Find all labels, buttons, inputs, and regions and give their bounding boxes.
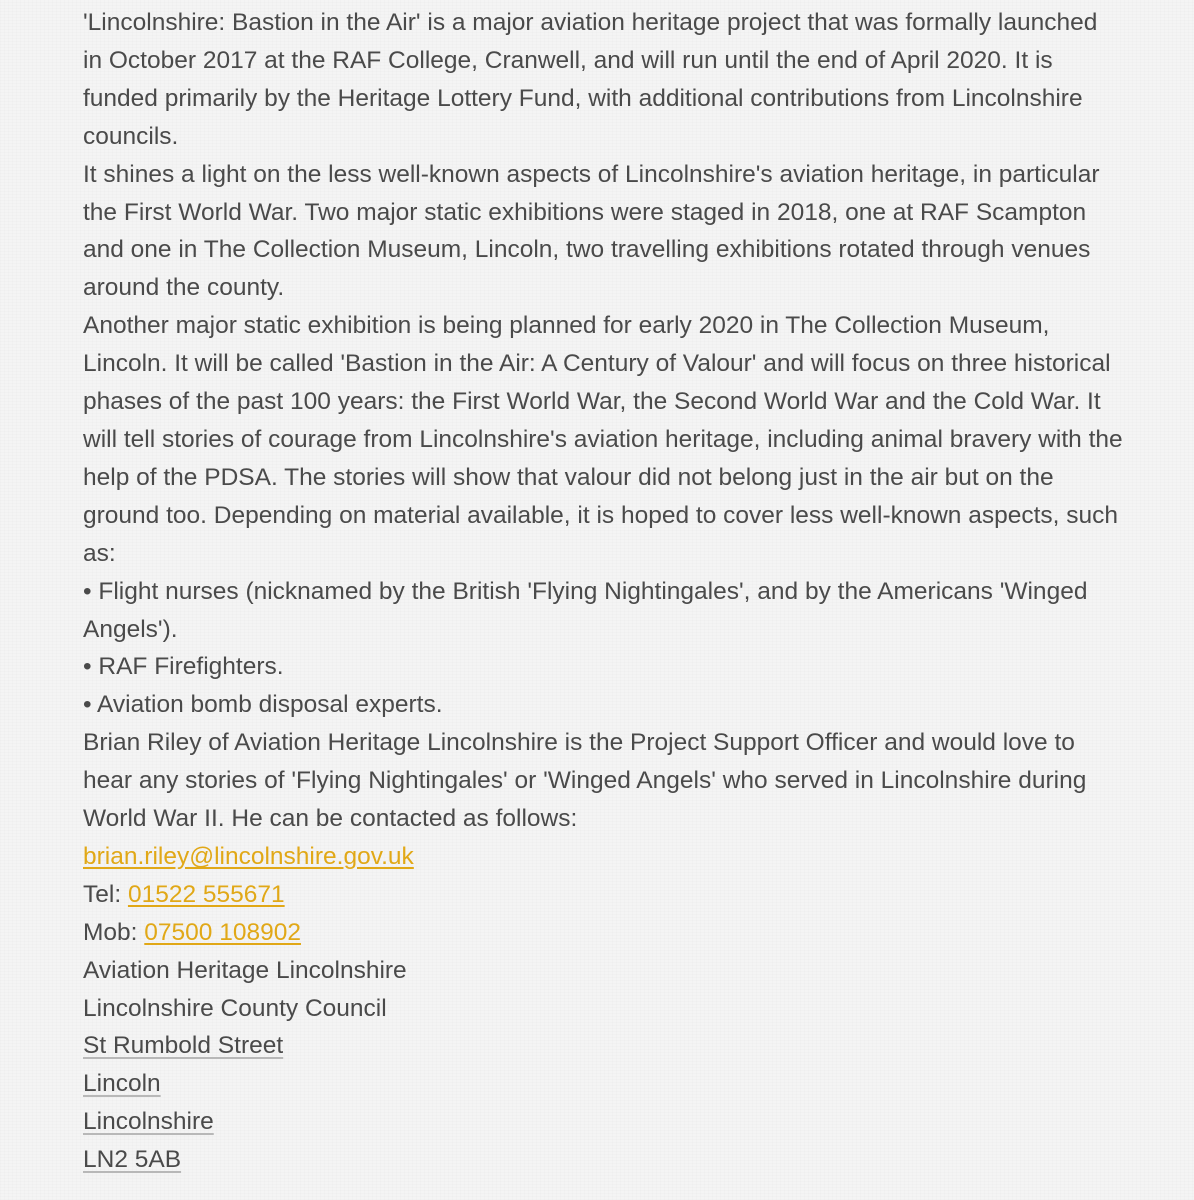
- address-line-street: [83, 1027, 1123, 1065]
- bullet-raf-firefighters: • RAF Firefighters.: [83, 653, 284, 681]
- mob-link[interactable]: 07500 108902: [144, 918, 301, 946]
- bullet-bomb-disposal: • Aviation bomb disposal experts.: [83, 691, 443, 719]
- paragraph-planned-exhibition: Another major static exhibition is being planned for early 2020 in The Collection Museum, Lincoln. It will be called 'Bastion in the Air: A Century of Valour' and will focus on three historical phases of the past 100 years: the First World War, the Second World War and the Cold War. It will tell stories of courage from Lincolnshire's aviation heritage, including animal bravery with the help of the PDSA. The stories will show that valour did not belong just in the air but on the ground too. Depending on material available, it is hoped to cover less well-known aspects, such as:: [83, 312, 1123, 567]
- note-body[interactable]: [83, 4, 1123, 1179]
- org-line-aviation-heritage: Aviation Heritage Lincolnshire: [83, 956, 407, 984]
- mob-label: Mob:: [83, 918, 145, 946]
- address-line-city: [83, 1065, 1123, 1103]
- email-row: [83, 838, 1123, 876]
- paragraph-intro: 'Lincolnshire: Bastion in the Air' is a major aviation heritage project that was formally launched in October 2017 at the RAF College, Cranwell, and will run until the end of April 2020. It is funded primarily by the Heritage Lottery Fund, with additional contributions from Lincolnshire councils.: [83, 9, 1098, 150]
- address-line-postcode: [83, 1141, 1123, 1179]
- tel-row: [83, 876, 1123, 914]
- tel-link[interactable]: 01522 555671: [127, 880, 285, 908]
- paragraph-exhibitions: It shines a light on the less well-known aspects of Lincolnshire's aviation heritage, in particular the First World War. Two major static exhibitions were staged in 2018, one at RAF Scampton and one in The Collection Museum, Lincoln, two travelling exhibitions rotated through venues around the county.: [83, 160, 1100, 302]
- mob-row: [83, 914, 1123, 952]
- org-line-county-council: Lincolnshire County Council: [83, 994, 387, 1022]
- tel-label: Tel:: [83, 880, 128, 908]
- bullet-flight-nurses: • Flight nurses (nicknamed by the British 'Flying Nightingales', and by the Americans 'Winged Angels').: [83, 577, 1088, 643]
- address-line-county: [83, 1103, 1123, 1141]
- address-county-link[interactable]: Lincolnshire: [83, 1108, 214, 1136]
- address-city-link[interactable]: Lincoln: [83, 1070, 161, 1098]
- email-link[interactable]: brian.riley@lincolnshire.gov.uk: [83, 842, 414, 870]
- paragraph-contact-intro: Brian Riley of Aviation Heritage Lincolnshire is the Project Support Officer and would love to hear any stories of 'Flying Nightingales' or 'Winged Angels' who served in Lincolnshire during World War II. He can be contacted as follows:: [83, 729, 1087, 833]
- address-street-link[interactable]: St Rumbold Street: [83, 1032, 284, 1060]
- address-postcode-link[interactable]: LN2 5AB: [83, 1146, 182, 1174]
